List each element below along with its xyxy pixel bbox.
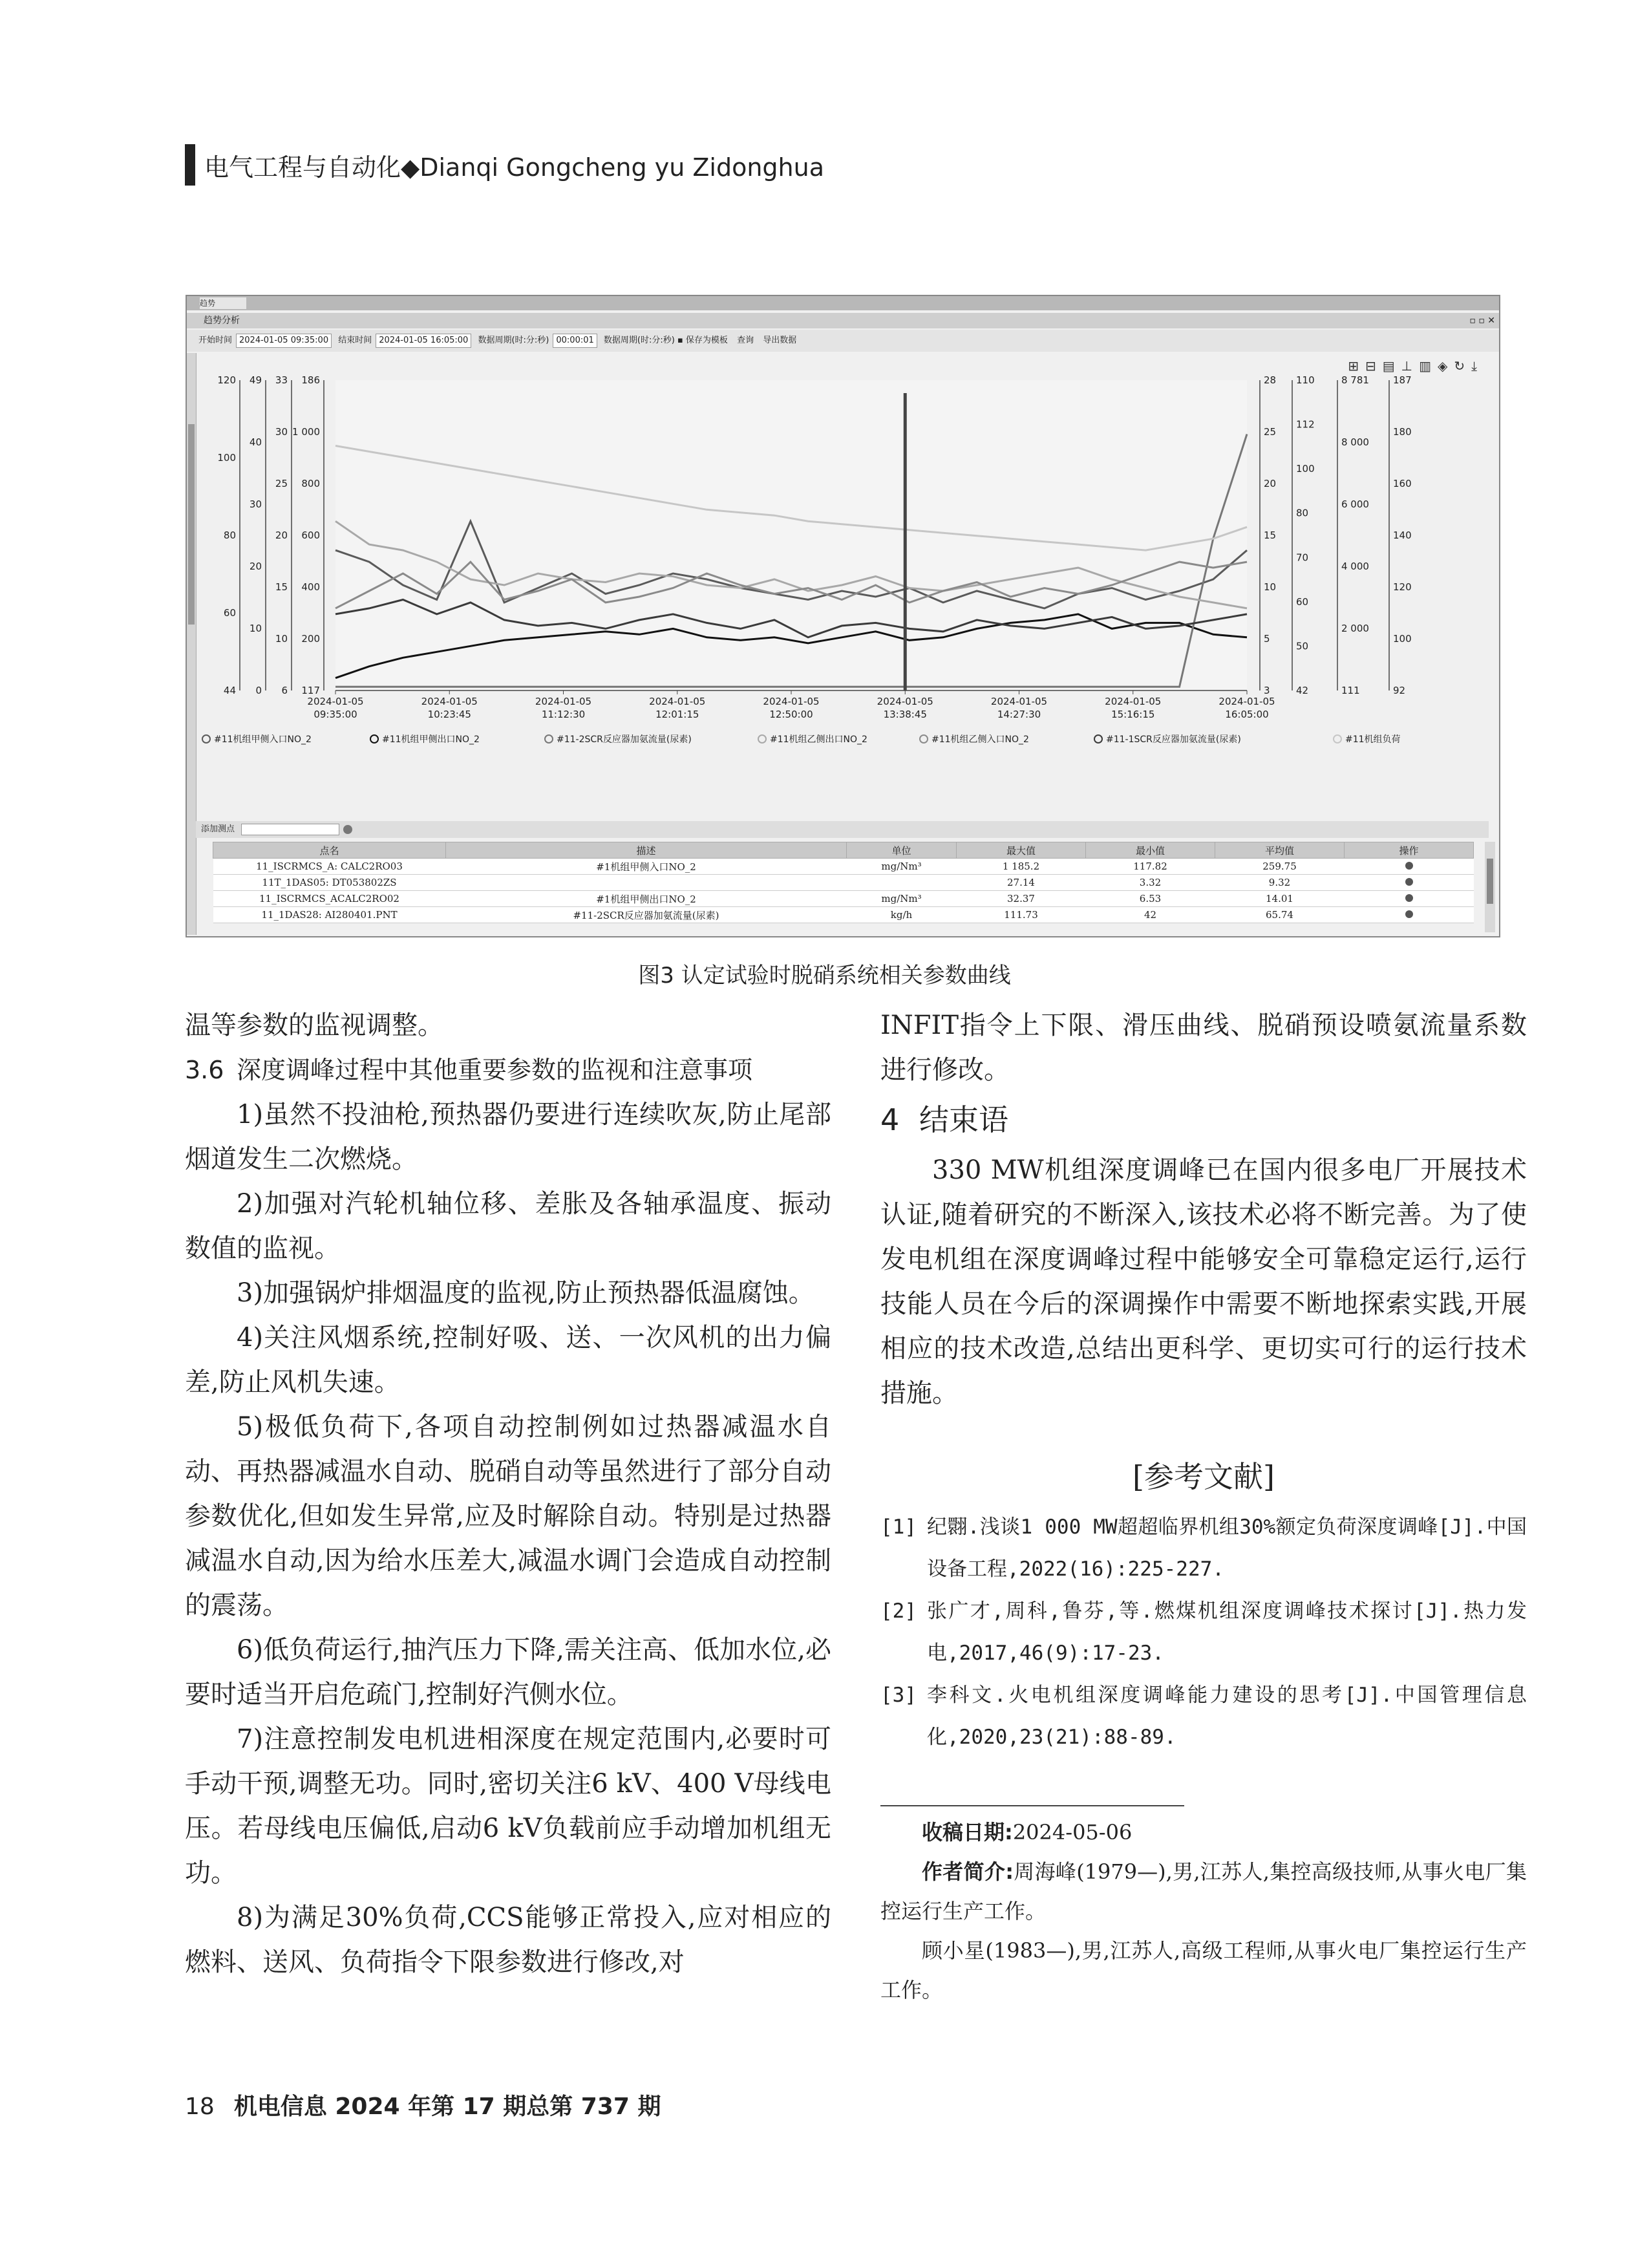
x-axis-tick-date: 2024-01-05: [1218, 696, 1275, 707]
left-axis-tick-label: 6: [281, 685, 288, 696]
paragraph: 3)加强锅炉排烟温度的监视,防止预热器低温腐蚀。: [237, 1278, 814, 1308]
table-header-cell: 描述: [446, 842, 847, 859]
add-point-bar: [196, 821, 1489, 838]
x-axis-tick-date: 2024-01-05: [1105, 696, 1162, 707]
table-header-cell: 操作: [1345, 842, 1474, 859]
panel-title: 趋势分析: [204, 316, 240, 326]
table-cell: kg/h: [847, 907, 957, 923]
x-axis-tick-time: 10:23:45: [427, 709, 471, 720]
right-axis-tick-label: 5: [1264, 633, 1270, 645]
period-label: 数据周期(时:分:秒): [478, 336, 549, 345]
sample-label: 数据周期(时:分:秒): [603, 336, 675, 345]
table-scrollbar[interactable]: [1485, 842, 1495, 932]
author-bio-1: [880, 1852, 1527, 1931]
table-cell: 11_1DAS28: AI280401.PNT: [213, 907, 446, 923]
legend-label: #11机组甲侧入口NO_2: [214, 734, 312, 745]
page-number: 18: [185, 2093, 215, 2120]
query-button[interactable]: 查询: [737, 336, 754, 345]
layer-icon[interactable]: ◈: [1438, 358, 1454, 374]
reference-number: [3]: [880, 1684, 917, 1707]
end-time-label: 结束时间: [338, 336, 372, 345]
x-axis-tick-time: 14:27:30: [997, 709, 1041, 720]
left-axis-tick-label: 100: [217, 452, 236, 464]
table-cell: 32.37: [957, 891, 1086, 907]
paragraph: 2)加强对汽轮机轴位移、差胀及各轴承温度、振动数值的监视。: [185, 1189, 831, 1263]
section-heading-4: [880, 1094, 1527, 1146]
x-axis-tick-time: 09:35:00: [314, 709, 357, 720]
left-axis-tick-label: 20: [275, 530, 288, 541]
save-template-button[interactable]: 保存为模板: [685, 336, 728, 345]
table-row[interactable]: [213, 875, 1474, 891]
right-axis-tick-label: 140: [1393, 530, 1412, 541]
reference-text: 张广才,周科,鲁芬,等.燃煤机组深度调峰技术探讨[J].热力发电,2017,46(9):17-23.: [927, 1599, 1527, 1665]
window-controls-icon[interactable]: ▫ ▫ ✕: [1469, 316, 1495, 326]
line-icon[interactable]: ⊥: [1401, 358, 1420, 374]
left-axis-tick-label: 30: [275, 426, 288, 438]
table-scrollbar-thumb[interactable]: [1487, 859, 1493, 904]
left-axis-tick-label: 20: [249, 561, 262, 572]
table-cell-action[interactable]: [1345, 875, 1474, 891]
table-cell: 259.75: [1215, 859, 1345, 875]
figure-caption: 图3 认定试验时脱硝系统相关参数曲线: [638, 963, 1011, 989]
author-label: 作者简介:: [922, 1859, 1014, 1884]
table-row[interactable]: [213, 859, 1474, 875]
reference-number: [1]: [880, 1515, 917, 1539]
add-point-input[interactable]: [241, 824, 339, 835]
refresh-icon[interactable]: ↻: [1454, 358, 1472, 374]
right-axis-tick-label: 110: [1296, 374, 1315, 386]
plot-area: [335, 380, 1247, 690]
right-axis-tick-label: 42: [1296, 685, 1309, 696]
legend-label: #11-2SCR反应器加氨流量(尿素): [557, 734, 692, 745]
paragraph: 4)关注风烟系统,控制好吸、送、一次风机的出力偏差,防止风机失速。: [185, 1323, 831, 1397]
paragraph: 6)低负荷运行,抽汽压力下降,需关注高、低加水位,必要时适当开启危疏门,控制好汽侧水位。: [185, 1635, 831, 1709]
reference-number: [2]: [880, 1599, 917, 1623]
right-axis-tick-label: 3: [1264, 685, 1270, 696]
journal-issue: 机电信息 2024 年第 17 期总第 737 期: [233, 2093, 661, 2120]
left-axis-tick-label: 120: [217, 374, 236, 386]
right-axis-tick-label: 187: [1393, 374, 1412, 386]
left-axis-tick-label: 600: [301, 530, 320, 541]
legend-marker: [545, 735, 553, 743]
section-title: 深度调峰过程中其他重要参数的监视和注意事项: [237, 1056, 753, 1084]
received-value: 2024-05-06: [1012, 1820, 1133, 1845]
left-axis-tick-label: 186: [301, 374, 320, 386]
table-header-row: [213, 842, 1474, 859]
author-1-text: 周海峰(1979—),男,江苏人,集控高级技师,从事火电厂集控运行生产工作。: [880, 1859, 1527, 1923]
zoom-out-icon[interactable]: ⊟: [1365, 358, 1383, 374]
table-row[interactable]: [213, 891, 1474, 907]
table-body: [213, 859, 1474, 923]
x-axis-tick-date: 2024-01-05: [877, 696, 933, 707]
add-point-label: 添加测点: [201, 824, 235, 834]
x-axis-tick-date: 2024-01-05: [649, 696, 706, 707]
table-cell-action[interactable]: [1345, 859, 1474, 875]
paragraph: INFIT指令上下限、滑压曲线、脱硝预设喷氨流量系数进行修改。: [880, 1011, 1527, 1085]
table-header-cell: 最小值: [1086, 842, 1215, 859]
running-header: [185, 144, 824, 186]
author-bio-2: 顾小星(1983—),男,江苏人,高级工程师,从事火电厂集控运行生产工作。: [880, 1938, 1527, 2002]
point-table: [213, 842, 1474, 923]
left-axis-tick-label: 0: [255, 685, 262, 696]
table-header-cell: 最大值: [957, 842, 1086, 859]
section-title: 结束语: [919, 1102, 1008, 1137]
right-axis-tick-label: 8 000: [1341, 436, 1369, 448]
left-axis-tick-label: 49: [249, 374, 262, 386]
export-button[interactable]: 导出数据: [763, 336, 797, 345]
start-time-input[interactable]: 2024-01-05 09:35:00: [236, 334, 332, 348]
trend-chart: [187, 296, 1499, 821]
section-heading-3-6: [185, 1048, 831, 1093]
right-axis-tick-label: 120: [1393, 581, 1412, 593]
table-cell: [446, 875, 847, 891]
right-axis-tick-label: 6 000: [1341, 498, 1369, 510]
table-header-cell: 单位: [847, 842, 957, 859]
reference-text: 李科文.火电机组深度调峰能力建设的思考[J].中国管理信息化,2020,23(21):88-89.: [927, 1684, 1527, 1749]
end-time-input[interactable]: 2024-01-05 16:05:00: [376, 334, 471, 348]
action-dot-icon[interactable]: [1405, 894, 1413, 902]
table-cell: 6.53: [1086, 891, 1215, 907]
right-axis-tick-label: 92: [1393, 685, 1406, 696]
right-axis-tick-label: 2 000: [1341, 623, 1369, 634]
x-axis-tick-date: 2024-01-05: [421, 696, 478, 707]
table-cell: 117.82: [1086, 859, 1215, 875]
x-axis-tick-time: 11:12:30: [541, 709, 586, 720]
received-label: 收稿日期:: [922, 1820, 1013, 1845]
left-axis-tick-label: 200: [301, 633, 320, 645]
right-axis-tick-label: 100: [1296, 463, 1315, 475]
right-axis-tick-label: 10: [1264, 581, 1277, 593]
document-icon[interactable]: ▤: [1382, 358, 1401, 374]
x-axis-tick-time: 15:16:15: [1111, 709, 1155, 720]
section-number: 4: [880, 1102, 900, 1137]
reference-item: [880, 1506, 1527, 1590]
figure-trend-screenshot: [186, 295, 1500, 937]
left-axis-tick-label: 1 000: [292, 426, 320, 438]
tab-trend[interactable]: 趋势: [200, 297, 246, 309]
left-axis-tick-label: 60: [223, 607, 236, 619]
left-axis-tick-label: 10: [249, 623, 262, 634]
paragraph: 温等参数的监视调整。: [185, 1011, 443, 1040]
right-axis-tick-label: 20: [1264, 478, 1277, 489]
table-header-cell: 点名: [213, 842, 446, 859]
table-cell: #1机组甲侧出口NO_2: [446, 891, 847, 907]
table-cell: 11_ISCRMCS_ACALC2RO02: [213, 891, 446, 907]
right-axis-tick-label: 160: [1393, 478, 1412, 489]
right-axis-tick-label: 4 000: [1341, 561, 1369, 572]
table-cell: mg/Nm³: [847, 859, 957, 875]
table-cell: 11_ISCRMCS_A: CALC2RO03: [213, 859, 446, 875]
bar-icon[interactable]: ▥: [1419, 358, 1438, 374]
start-time-label: 开始时间: [198, 336, 233, 345]
left-axis-tick-label: 400: [301, 581, 320, 593]
reference-text: 纪翾.浅谈1 000 MW超超临界机组30%额定负荷深度调峰[J].中国设备工程,2022(16):225-227.: [927, 1515, 1527, 1581]
journal-header-text: 电气工程与自动化◆Dianqi Gongcheng yu Zidonghua: [204, 153, 824, 182]
x-axis-tick-date: 2024-01-05: [307, 696, 364, 707]
table-cell: 9.32: [1215, 875, 1345, 891]
period-input[interactable]: 00:00:01: [553, 334, 597, 348]
paragraph: 330 MW机组深度调峰已在国内很多电厂开展技术认证,随着研究的不断深入,该技术必将不断完善。为了使发电机组在深度调峰过程中能够安全可靠稳定运行,运行技能人员在今后的深调操作中需要不断地探索实践,开展相应的技术改造,总结出更科学、更切实可行的运行技术措施。: [880, 1155, 1527, 1408]
left-axis-tick-label: 800: [301, 478, 320, 489]
right-axis-tick-label: 28: [1264, 374, 1277, 386]
right-axis-tick-label: 80: [1296, 507, 1309, 519]
table-cell: 14.01: [1215, 891, 1345, 907]
left-column: [185, 1003, 831, 1985]
legend-marker: [758, 735, 766, 743]
table-cell: 3.32: [1086, 875, 1215, 891]
legend-label: #11机组乙侧入口NO_2: [931, 734, 1029, 745]
paragraph: 7)注意控制发电机进相深度在规定范围内,必要时可手动干预,调整无功。同时,密切关注6 kV、400 V母线电压。若母线电压偏低,启动6 kV负载前应手动增加机组无功。: [185, 1724, 831, 1888]
right-axis-tick-label: 60: [1296, 595, 1309, 608]
action-dot-icon[interactable]: [1405, 878, 1413, 886]
table-cell-action[interactable]: [1345, 907, 1474, 923]
legend-label: #11机组乙侧出口NO_2: [770, 734, 867, 745]
left-axis-tick-label: 30: [249, 498, 262, 510]
reference-item: [880, 1674, 1527, 1759]
zoom-in-icon[interactable]: ⊞: [1348, 358, 1365, 374]
table-cell: [847, 875, 957, 891]
footnote-rule: [880, 1805, 1184, 1806]
legend-marker: [370, 735, 378, 743]
left-axis-tick-label: 117: [301, 685, 320, 696]
legend-label: #11机组甲侧出口NO_2: [382, 734, 480, 745]
table-cell: 11T_1DAS05: DT053802ZS: [213, 875, 446, 891]
download-icon[interactable]: ⤓: [1471, 358, 1484, 374]
reference-list: [880, 1506, 1527, 1759]
x-axis-tick-time: 16:05:00: [1225, 709, 1269, 720]
x-axis-tick-time: 12:01:15: [655, 709, 699, 720]
right-axis-tick-label: 8 781: [1341, 374, 1369, 386]
x-axis-tick-time: 13:38:45: [883, 709, 927, 720]
table-cell: 42: [1086, 907, 1215, 923]
left-axis-tick-label: 10: [275, 633, 288, 645]
x-axis-tick-date: 2024-01-05: [763, 696, 820, 707]
table-cell: #1机组甲侧入口NO_2: [446, 859, 847, 875]
left-axis-tick-label: 15: [275, 581, 288, 593]
left-axis-tick-label: 33: [275, 374, 288, 386]
action-dot-icon[interactable]: [1405, 910, 1413, 918]
table-row[interactable]: [213, 907, 1474, 923]
left-axis-tick-label: 40: [249, 436, 262, 448]
legend-label: #11机组负荷: [1345, 734, 1401, 745]
right-axis-tick-label: 50: [1296, 640, 1309, 652]
table-cell: 27.14: [957, 875, 1086, 891]
paragraph: 5)极低负荷下,各项自动控制例如过热器减温水自动、再热器减温水自动、脱硝自动等虽然进行了部分自动参数优化,但如发生异常,应及时解除自动。特别是过热器减温水自动,因为给水压差大,减温水调门会造成自动控制的震荡。: [185, 1412, 831, 1620]
save-icon: ▪: [677, 336, 683, 345]
table-cell: #11-2SCR反应器加氨流量(尿素): [446, 907, 847, 923]
paragraph: 8)为满足30%负荷,CCS能够正常投入,应对相应的燃料、送风、负荷指令下限参数进行修改,对: [185, 1903, 831, 1977]
references-title: [参考文献]: [1133, 1459, 1275, 1494]
table-cell: 1 185.2: [957, 859, 1086, 875]
paragraph: 1)虽然不投油枪,预热器仍要进行连续吹灰,防止尾部烟道发生二次燃烧。: [185, 1100, 831, 1174]
received-date: [880, 1813, 1527, 1852]
right-column: [880, 1003, 1527, 2010]
right-axis-tick-label: 112: [1296, 418, 1315, 431]
right-axis-tick-label: 25: [1264, 426, 1277, 438]
header-bar: [185, 144, 195, 186]
right-axis-tick-label: 111: [1341, 685, 1360, 696]
add-point-button-icon[interactable]: [343, 825, 352, 834]
legend-label: #11-1SCR反应器加氨流量(尿素): [1106, 734, 1241, 745]
section-number: 3.6: [185, 1056, 224, 1084]
legend-marker: [920, 735, 928, 743]
right-axis-tick-label: 70: [1296, 551, 1309, 564]
x-axis-tick-date: 2024-01-05: [535, 696, 592, 707]
table-cell-action[interactable]: [1345, 891, 1474, 907]
left-axis-tick-label: 44: [223, 685, 236, 696]
right-axis-tick-label: 100: [1393, 633, 1412, 645]
table-cell: 111.73: [957, 907, 1086, 923]
page-footer: [185, 2088, 661, 2121]
right-axis-tick-label: 180: [1393, 426, 1412, 438]
table-cell: mg/Nm³: [847, 891, 957, 907]
left-axis-tick-label: 80: [223, 530, 236, 541]
left-axis-tick-label: 25: [275, 478, 288, 489]
legend-marker: [1334, 735, 1341, 743]
reference-item: [880, 1590, 1527, 1674]
x-axis-tick-time: 12:50:00: [769, 709, 813, 720]
right-axis-tick-label: 15: [1264, 530, 1277, 541]
legend-marker: [1094, 735, 1102, 743]
action-dot-icon[interactable]: [1405, 862, 1413, 870]
table-cell: 65.74: [1215, 907, 1345, 923]
x-axis-tick-date: 2024-01-05: [990, 696, 1048, 707]
legend-marker: [202, 735, 210, 743]
table-header-cell: 平均值: [1215, 842, 1345, 859]
